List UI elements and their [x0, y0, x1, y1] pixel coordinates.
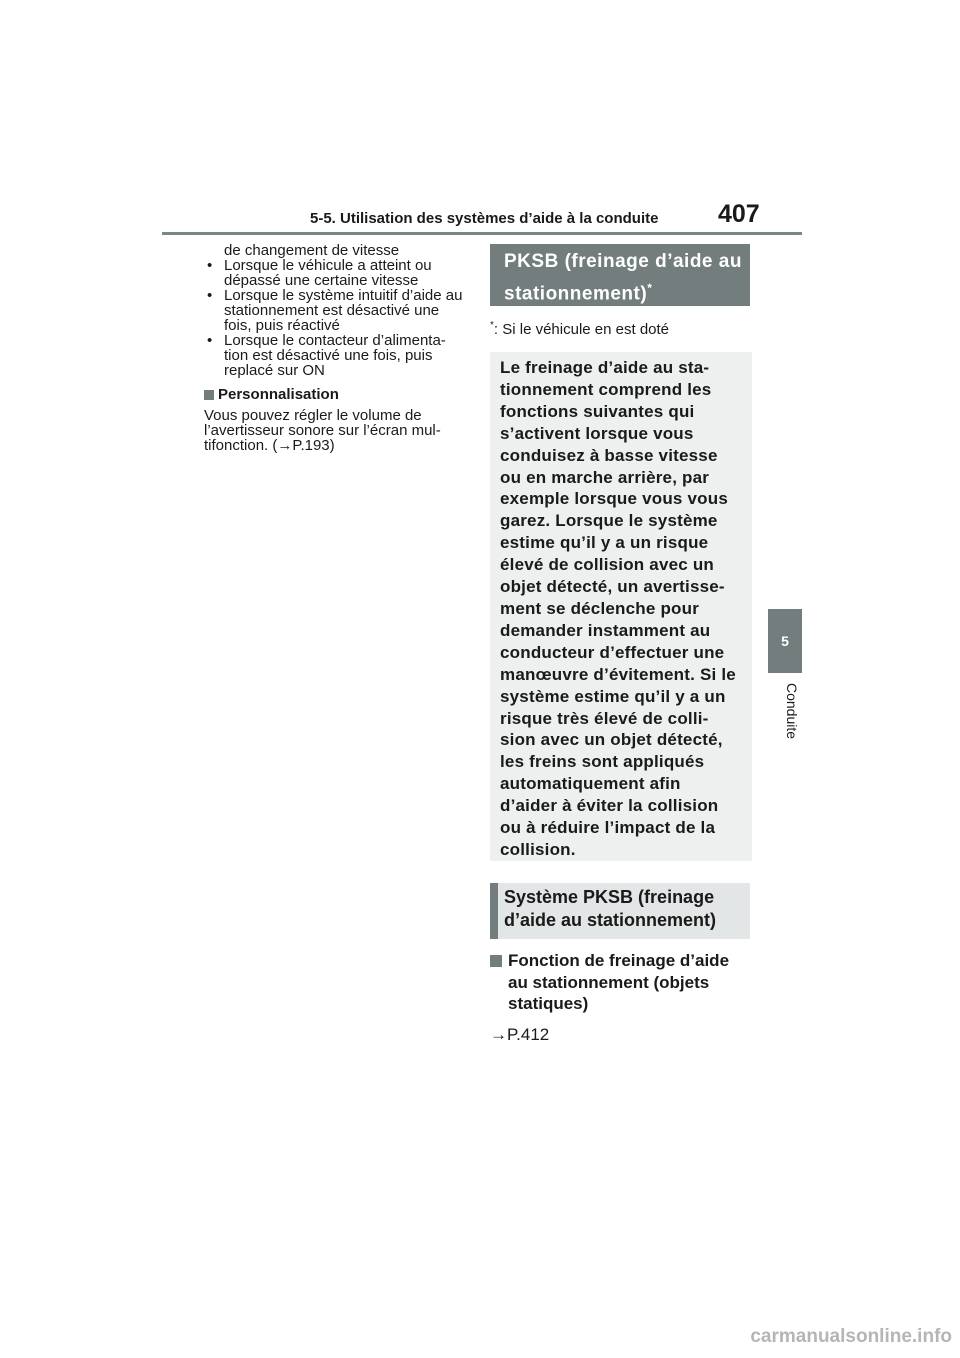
square-bullet-icon: [204, 390, 214, 400]
continuation-text: de changement de vitesse: [224, 242, 400, 259]
list-item: [204, 258, 466, 288]
bullet-marker: •: [207, 332, 213, 349]
square-bullet-icon: [490, 955, 502, 967]
list-item-text: Lorsque le système intuitif d’aide au stationnement est désactivé une fois, puis réactivé: [224, 287, 463, 334]
section-heading: [204, 387, 466, 402]
footnote: [490, 320, 752, 338]
sub-heading: Système PKSB (freinage d’aide au stationnement): [490, 883, 750, 939]
footnote-marker: *: [490, 320, 494, 331]
bullet-marker: •: [207, 287, 213, 304]
intro-box: Le freinage d’aide au sta-tionnement comprend les fonctions suivantes qui s’activent lorsque vous conduisez à basse vitesse ou en marche arrière, par exemple lorsque vous vous garez. Lorsque le système estime qu’il y a un risque élevé de collision avec un objet détecté, un avertisse-ment se déclenche pour demander instamment au conducteur d’effectuer une manœuvre d’évitement. Si le système estime qu’il y a un risque très élevé de colli-sion avec un objet détecté, les freins sont appliqués automatiquement afin d’aider à éviter la collision ou à réduire l’impact de la collision.: [490, 352, 752, 861]
watermark: carmanualsonline.info: [750, 1326, 952, 1347]
list-item-text: Lorsque le véhicule a atteint ou dépassé une certaine vitesse: [224, 257, 432, 289]
header-divider: [162, 232, 802, 235]
banner-title: PKSB (freinage d’aide au stationnement): [504, 251, 742, 305]
page-header: [162, 198, 802, 238]
chapter-tab: [768, 609, 802, 673]
chapter-label: Conduite: [784, 683, 800, 740]
function-heading-text: Fonction de freinage d’aide au stationnement (objets statiques): [508, 951, 730, 1013]
right-column: [490, 244, 752, 1045]
section-heading-text: Personnalisation: [218, 386, 339, 403]
section-banner: [490, 244, 750, 306]
list-item: [204, 288, 466, 333]
bullet-marker: •: [207, 257, 213, 274]
banner-asterisk: *: [647, 281, 653, 295]
left-column: [204, 243, 466, 453]
footnote-text: : Si le véhicule en est doté: [493, 321, 670, 338]
page-reference-link[interactable]: →P.412: [490, 1024, 550, 1044]
list-item: [204, 333, 466, 378]
chapter-number: 5: [781, 633, 789, 649]
page-number: 407: [718, 200, 760, 228]
list-item-text: Lorsque le contacteur d’alimenta-tion est désactivé une fois, puis replacé sur ON: [224, 332, 446, 379]
paragraph: Vous pouvez régler le volume de l’avertisseur sonore sur l’écran mul-tifonction. (→P.193): [204, 407, 441, 454]
function-heading: [490, 950, 752, 1015]
section-title: 5-5. Utilisation des systèmes d’aide à la conduite: [310, 210, 659, 227]
